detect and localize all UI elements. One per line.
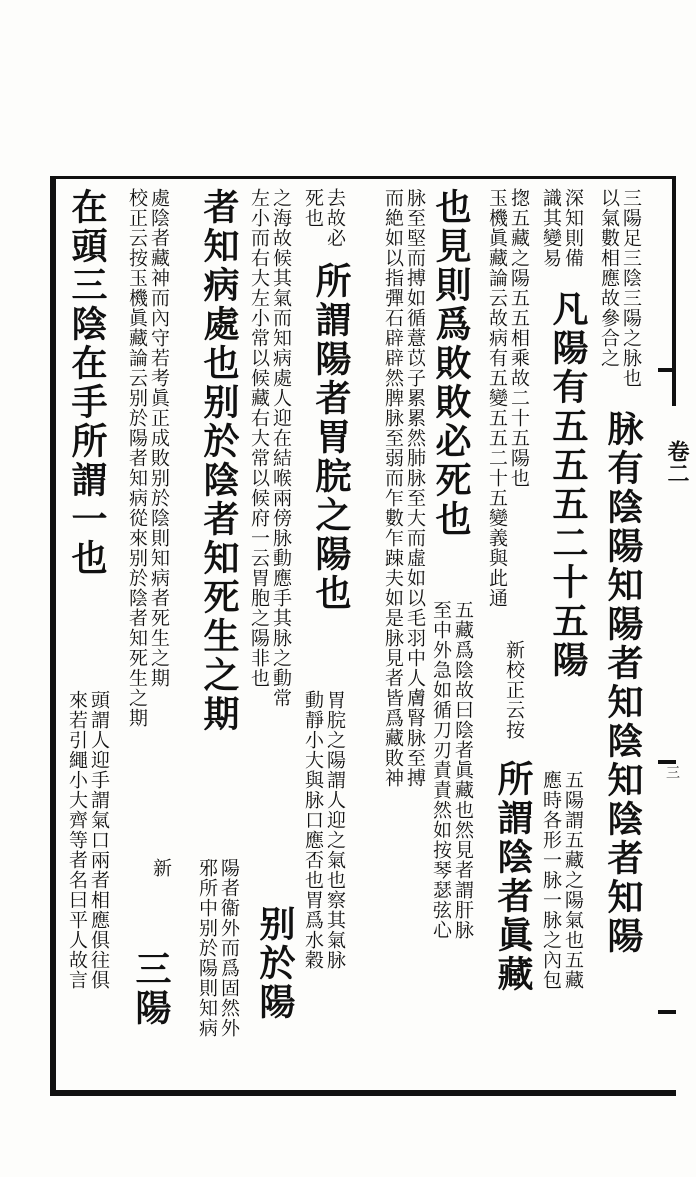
- annotation-line: 陽者衞外而爲固然外: [218, 858, 240, 1038]
- annotation-line: 處陰者藏神而內守若考眞正成敗别於陰則知病者死生之期: [148, 188, 170, 688]
- annotation-line: 至中外急如循刀刃責責然如按琴瑟弦心: [430, 600, 452, 940]
- annotation-line: 脉至堅而搏如循薏苡子累累然肺脉至大而虛如以毛羽中人膚腎脉至搏: [404, 188, 426, 788]
- annotation-line: 動靜小大與脉口應否也胃爲水穀: [302, 690, 324, 970]
- annotation-line: 來若引繩小大齊等者名曰平人故言: [66, 690, 88, 990]
- annotation-line: 死也: [302, 188, 324, 228]
- annotation-pair: [248, 188, 292, 708]
- annotation-pair: [302, 188, 346, 248]
- annotation-line: 新校正云按: [503, 640, 525, 740]
- annotation-pair: [598, 188, 642, 388]
- main-text-line: 脉有陰陽知陽者知陰知陰者知陽: [602, 410, 644, 956]
- annotation-line: 頭謂人迎手謂氣口兩者相應俱往俱: [88, 690, 110, 990]
- main-text-line: 所謂陰者眞藏: [492, 760, 534, 994]
- fold-mark: [658, 368, 676, 372]
- main-text-line: 三陽: [130, 950, 172, 1028]
- annotation-line: 三陽足三陰三陽之脉也: [620, 188, 642, 388]
- annotation-pair: [382, 188, 426, 788]
- annotation-pair: [540, 770, 584, 990]
- annotation-line: 應時各形一脉一脉之內包: [540, 770, 562, 990]
- annotation-line: 邪所中别於陽則知病: [196, 858, 218, 1038]
- main-text-line: 者知病處也别於陰者知死生之期: [198, 188, 240, 734]
- annotation-pair: [196, 858, 240, 1038]
- main-text-line: 在頭三陰在手所謂一也: [66, 188, 108, 578]
- volume-label: 卷二: [664, 440, 690, 484]
- fold-mark: [658, 760, 676, 764]
- annotation-line: 而絶如以指彈石辟辟然脾脉至弱而乍數乍踈夫如是脉見者皆爲藏敗神: [382, 188, 404, 788]
- annotation-pair: [430, 600, 474, 940]
- main-text-line: 别於陽: [254, 905, 296, 1022]
- annotation-line: 左小而右大左小常以候藏右大常以候府一云胃胞之陽非也: [248, 188, 270, 688]
- annotation-line: 識其變易: [540, 188, 562, 268]
- main-text-line: 所謂陽者胃脘之陽也: [310, 262, 352, 613]
- annotation-line: 五藏爲陰故曰陰者眞藏也然見者謂肝脉: [452, 600, 474, 940]
- annotation-line: 五陽謂五藏之陽氣也五藏: [562, 770, 584, 990]
- annotation-pair: [540, 188, 584, 268]
- annotation-line: 校正云按玉機眞藏論云别於陽者知病從來别於陰者知死生之期: [126, 188, 148, 728]
- annotation-pair: [302, 690, 346, 970]
- annotation-line: 胃脘之陽謂人迎之氣也察其氣脉: [324, 690, 346, 970]
- annotation-line: 揔五藏之陽五五相乘故二十五陽也: [508, 188, 530, 488]
- annotation-pair: [66, 690, 110, 990]
- annotation-line: 之海故候其氣而知病處人迎在結喉兩傍脉動應手其脉之動常: [270, 188, 292, 708]
- annotation-line: 玉機眞藏論云故病有五變五五二十五變義與此通: [486, 188, 508, 608]
- annotation-line: 以氣數相應故參合之: [598, 188, 620, 368]
- annotation-pair: [486, 188, 530, 608]
- annotation-pair: [126, 188, 170, 728]
- annotation-line: 去故必: [324, 188, 346, 248]
- page-number: 三: [664, 765, 680, 779]
- main-text-line: 凡陽有五五五二十五陽: [547, 290, 589, 680]
- annotation-line: 深知則備: [562, 188, 584, 268]
- fold-mark: [658, 1010, 676, 1014]
- annotation-line: 新: [150, 858, 172, 878]
- main-text-line: 也見則爲敗敗必死也: [430, 188, 472, 539]
